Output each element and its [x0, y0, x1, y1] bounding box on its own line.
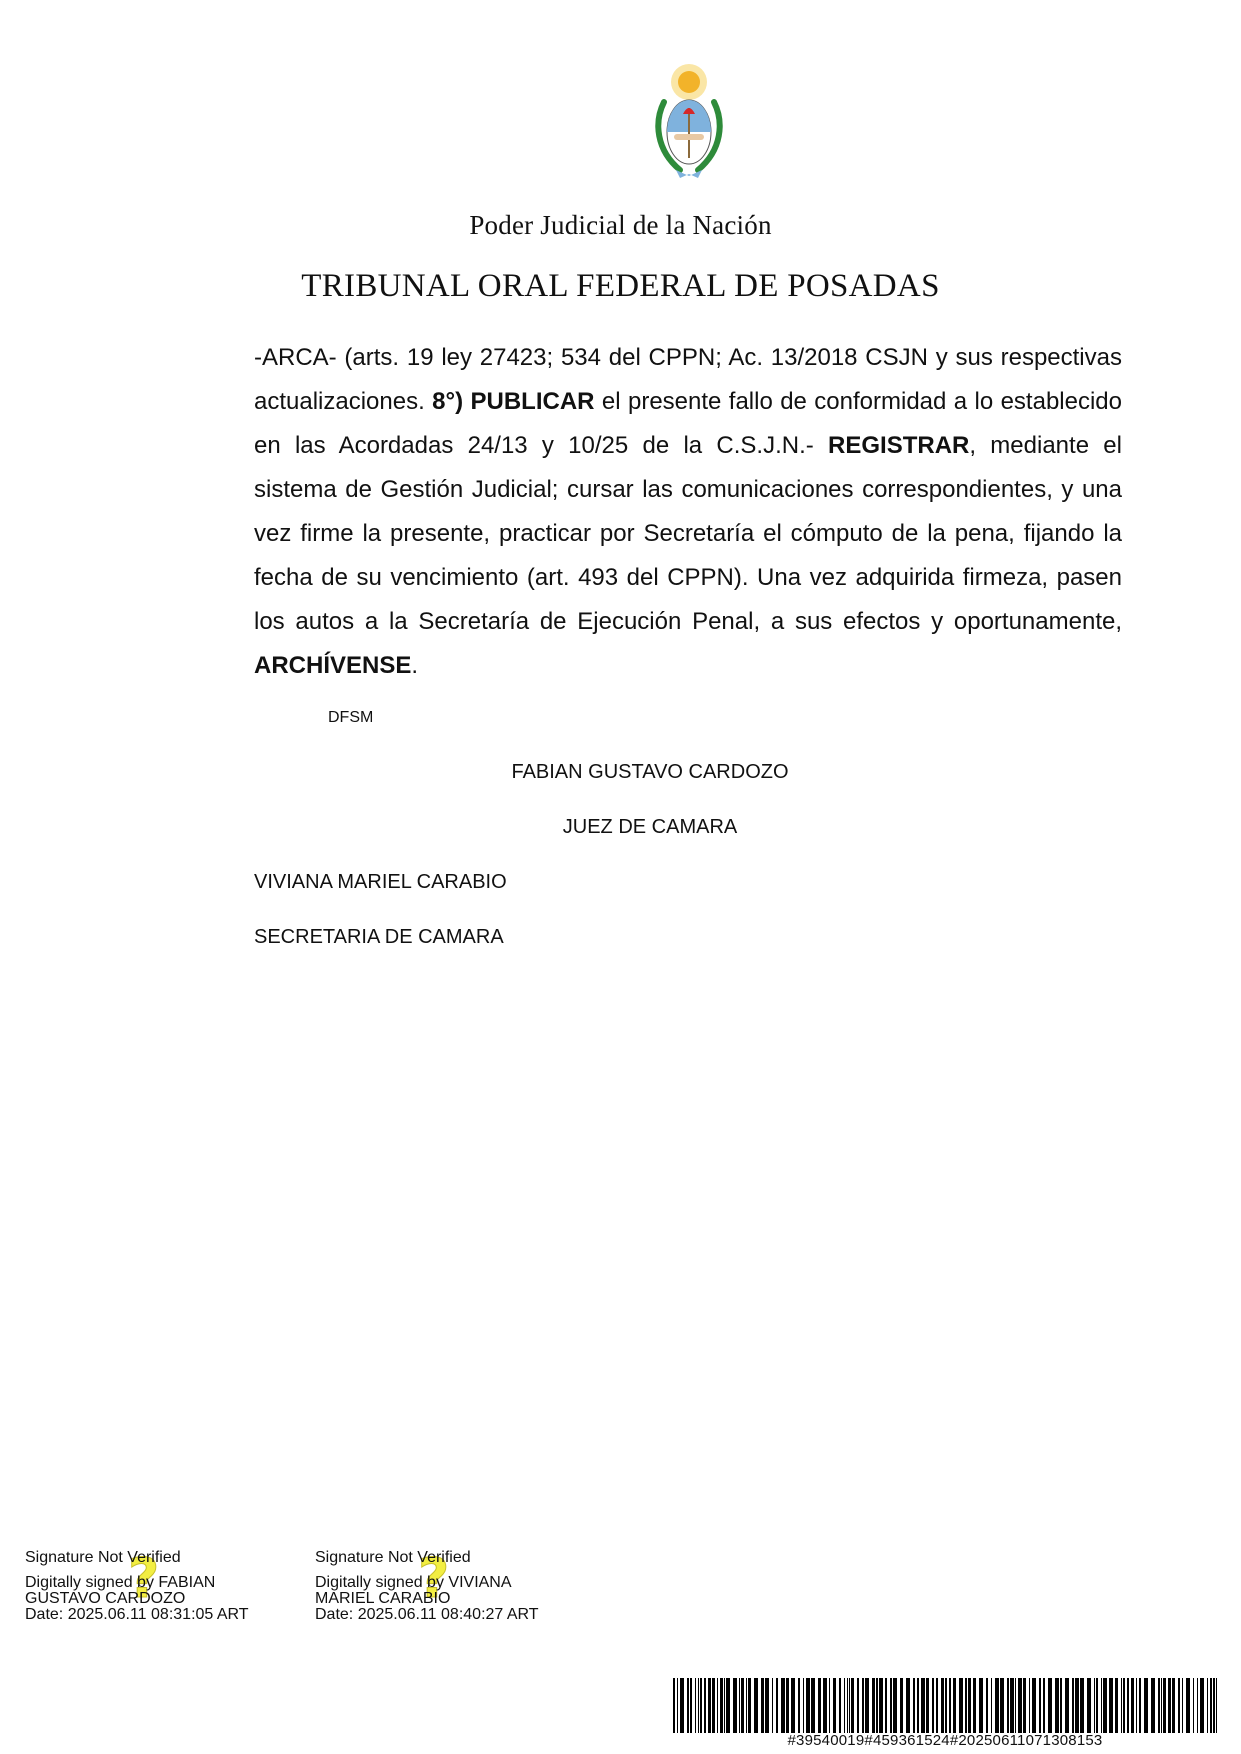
- barcode-bar: [687, 1678, 689, 1733]
- barcode-bar: [890, 1678, 892, 1733]
- barcode-bar: [839, 1678, 841, 1733]
- sun-icon: [671, 64, 707, 100]
- barcode-bar: [849, 1678, 850, 1733]
- barcode-bar: [1216, 1678, 1217, 1733]
- signature-status: Signature Not Verified: [25, 1549, 181, 1566]
- barcode-bar: [847, 1678, 848, 1733]
- barcode-bar: [748, 1678, 751, 1733]
- barcode-bar: [995, 1678, 999, 1733]
- barcode-bar: [833, 1678, 836, 1733]
- paragraph-text-4: .: [411, 652, 419, 679]
- barcode-bar: [1200, 1678, 1204, 1733]
- barcode-bar: [1096, 1678, 1098, 1733]
- barcode-bar: [1172, 1678, 1175, 1733]
- barcode-bar: [1075, 1678, 1079, 1733]
- barcode-bar: [1123, 1678, 1125, 1733]
- barcode-bar: [1109, 1678, 1113, 1733]
- barcode-bar: [781, 1678, 785, 1733]
- barcode-bar: [917, 1678, 919, 1733]
- signed-by-line-2: MARIEL CARABIO: [315, 1590, 451, 1607]
- barcode-bar: [844, 1678, 845, 1733]
- barcode-bar: [1018, 1678, 1022, 1733]
- barcode-bar: [1007, 1678, 1009, 1733]
- barcode-bar: [695, 1678, 696, 1733]
- barcode-bar: [823, 1678, 827, 1733]
- barcode-bar: [1210, 1678, 1212, 1733]
- barcode-bar: [851, 1678, 854, 1733]
- barcode-bar: [761, 1678, 764, 1733]
- barcode-bar: [991, 1678, 992, 1733]
- barcode-bar: [906, 1678, 910, 1733]
- barcode-bar: [921, 1678, 925, 1733]
- barcode-bar: [932, 1678, 934, 1733]
- author-initials: DFSM: [328, 709, 374, 726]
- barcode-bar: [876, 1678, 878, 1733]
- barcode-bar: [1161, 1678, 1162, 1733]
- barcode-bar: [1080, 1678, 1084, 1733]
- barcode-bar: [1163, 1678, 1166, 1733]
- barcode-bar: [776, 1678, 778, 1733]
- barcode-bar: [1029, 1678, 1030, 1733]
- institution-heading: Poder Judicial de la Nación: [469, 210, 772, 240]
- barcode-bar: [765, 1678, 769, 1733]
- barcode-bar: [1139, 1678, 1141, 1733]
- barcode-bar: [798, 1678, 800, 1733]
- barcode-bar: [717, 1678, 718, 1733]
- barcode-bar: [979, 1678, 983, 1733]
- barcode-bar: [806, 1678, 810, 1733]
- barcode-bar: [941, 1678, 944, 1733]
- barcode-bar: [1015, 1678, 1016, 1733]
- barcode: [673, 1678, 1217, 1733]
- barcode-bar: [1168, 1678, 1171, 1733]
- barcode-number: #39540019#459361524#20250611071308153: [787, 1732, 1103, 1749]
- barcode-bar: [857, 1678, 859, 1733]
- barcode-bar: [1048, 1678, 1052, 1733]
- barcode-bar: [1032, 1678, 1036, 1733]
- barcode-bar: [1000, 1678, 1004, 1733]
- digital-signature-block: [25, 1547, 275, 1623]
- barcode-bar: [1131, 1678, 1134, 1733]
- barcode-bar: [885, 1678, 887, 1733]
- barcode-bar: [690, 1678, 692, 1733]
- coat-of-arms-emblem: [652, 62, 726, 180]
- barcode-bar: [803, 1678, 804, 1733]
- barcode-bar: [704, 1678, 706, 1733]
- barcode-bar: [741, 1678, 744, 1733]
- barcode-bar: [708, 1678, 711, 1733]
- barcode-bar: [872, 1678, 875, 1733]
- barcode-bar: [754, 1678, 758, 1733]
- signature-date: Date: 2025.06.11 08:31:05 ART: [25, 1606, 249, 1623]
- barcode-bar: [1094, 1678, 1095, 1733]
- secretary-role: SECRETARIA DE CAMARA: [254, 926, 504, 948]
- barcode-bar: [698, 1678, 699, 1733]
- barcode-bar: [1087, 1678, 1091, 1733]
- barcode-bar: [700, 1678, 702, 1733]
- barcode-bar: [900, 1678, 903, 1733]
- barcode-bar: [786, 1678, 789, 1733]
- barcode-bar: [1213, 1678, 1215, 1733]
- signature-date: Date: 2025.06.11 08:40:27 ART: [315, 1606, 539, 1623]
- barcode-bar: [986, 1678, 988, 1733]
- barcode-bar: [959, 1678, 963, 1733]
- barcode-bar: [733, 1678, 737, 1733]
- barcode-bar: [1127, 1678, 1129, 1733]
- barcode-bar: [953, 1678, 956, 1733]
- barcode-bar: [936, 1678, 938, 1733]
- question-mark-icon: ?: [128, 1547, 160, 1610]
- question-mark-icon: ?: [418, 1547, 450, 1610]
- judge-name: FABIAN GUSTAVO CARDOZO: [511, 761, 789, 783]
- barcode-bar: [1197, 1678, 1198, 1733]
- barcode-bar: [677, 1678, 678, 1733]
- barcode-bar: [1010, 1678, 1014, 1733]
- signed-by-line-1: Digitally signed by FABIAN: [25, 1574, 216, 1591]
- paragraph-text-3: , mediante el sistema de Gestión Judicial; cursar las comunicaciones correspondientes, y una vez firme la presente, practicar por Secretaría el cómputo de la pena, fijando la fecha de su vencimiento (art. 493 del CPPN). Una vez adquirida firmeza, pasen los autos a la Secretaría de Ejecución Penal, a sus efectos y oportunamente,: [254, 432, 1122, 635]
- barcode-bar: [811, 1678, 815, 1733]
- registrar-directive: REGISTRAR: [828, 432, 970, 459]
- barcode-bar: [746, 1678, 747, 1733]
- barcode-bar: [818, 1678, 821, 1733]
- barcode-bar: [680, 1678, 684, 1733]
- publicar-directive: 8°) PUBLICAR: [432, 388, 595, 415]
- barcode-bar: [1158, 1678, 1160, 1733]
- barcode-bar: [726, 1678, 730, 1733]
- barcode-bar: [791, 1678, 795, 1733]
- paragraph-text-1: -ARCA- (arts. 19 ley 27423; 534 del CPPN; Ac. 13/2018 CSJN y sus respectivas actualizaciones.: [254, 344, 1122, 415]
- barcode-bar: [926, 1678, 929, 1733]
- barcode-bar: [1103, 1678, 1107, 1733]
- digital-signature-block: [315, 1547, 565, 1623]
- signed-by-line-2: GUSTAVO CARDOZO: [25, 1590, 186, 1607]
- signed-by-line-1: Digitally signed by VIVIANA: [315, 1574, 512, 1591]
- barcode-bar: [1039, 1678, 1041, 1733]
- barcode-bar: [673, 1678, 675, 1733]
- paragraph-text-2: el presente fallo de conformidad a lo establecido en las Acordadas 24/13 y 10/25 de la C.S.J.N.-: [254, 388, 1123, 459]
- barcode-bar: [1055, 1678, 1059, 1733]
- barcode-bar: [1151, 1678, 1155, 1733]
- barcode-bar: [945, 1678, 947, 1733]
- barcode-bar: [829, 1678, 830, 1733]
- barcode-bar: [1060, 1678, 1062, 1733]
- barcode-bar: [1023, 1678, 1026, 1733]
- barcode-bar: [865, 1678, 869, 1733]
- barcode-bar: [973, 1678, 976, 1733]
- archivense-directive: ARCHÍVENSE: [254, 652, 412, 679]
- barcode-bar: [1186, 1678, 1190, 1733]
- barcode-bar: [1144, 1678, 1148, 1733]
- judge-role: JUEZ DE CAMARA: [562, 816, 738, 838]
- barcode-bar: [1193, 1678, 1194, 1733]
- barcode-bar: [739, 1678, 740, 1733]
- secretary-name: VIVIANA MARIEL CARABIO: [254, 871, 507, 893]
- barcode-bar: [1182, 1678, 1183, 1733]
- barcode-bar: [968, 1678, 971, 1733]
- barcode-bar: [862, 1678, 864, 1733]
- barcode-bar: [1121, 1678, 1122, 1733]
- barcode-bar: [1072, 1678, 1074, 1733]
- barcode-bar: [1043, 1678, 1045, 1733]
- barcode-bar: [1101, 1678, 1102, 1733]
- court-heading: TRIBUNAL ORAL FEDERAL DE POSADAS: [301, 268, 940, 304]
- barcode-bar: [772, 1678, 773, 1733]
- barcode-bar: [1136, 1678, 1137, 1733]
- barcode-bar: [913, 1678, 915, 1733]
- barcode-bar: [1207, 1678, 1208, 1733]
- barcode-bar: [949, 1678, 951, 1733]
- barcode-bar: [1065, 1678, 1069, 1733]
- barcode-bar: [712, 1678, 715, 1733]
- barcode-bar: [1115, 1678, 1118, 1733]
- barcode-bar: [724, 1678, 725, 1733]
- signature-status: Signature Not Verified: [315, 1549, 471, 1566]
- resolution-paragraph: [254, 336, 1122, 688]
- barcode-bar: [879, 1678, 883, 1733]
- barcode-bar: [893, 1678, 897, 1733]
- barcode-bar: [1178, 1678, 1180, 1733]
- barcode-bar: [720, 1678, 723, 1733]
- barcode-bar: [965, 1678, 967, 1733]
